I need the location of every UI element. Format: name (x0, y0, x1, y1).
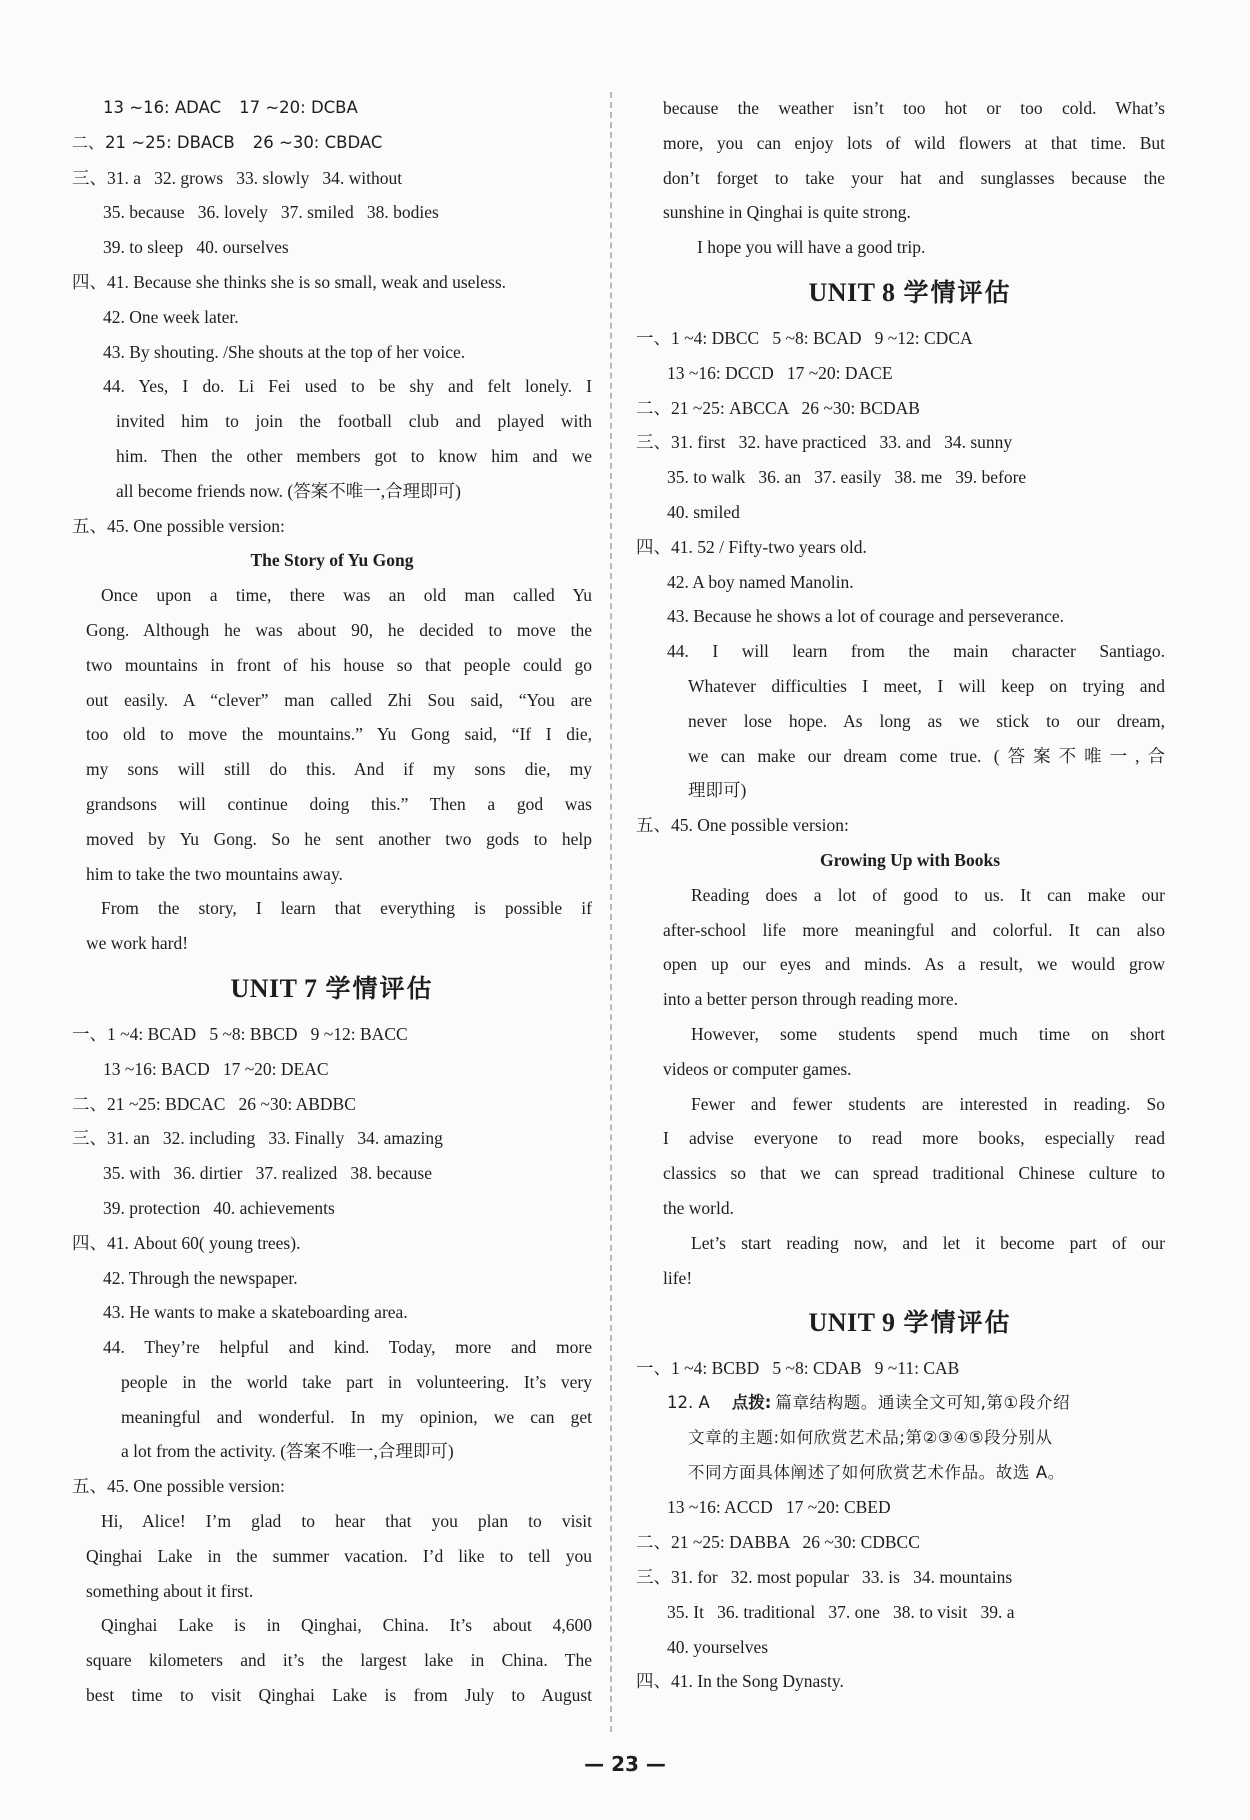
answer-line: 二、21 ~25: DABBA 26 ~30: CDBCC (636, 1532, 920, 1553)
answer-line: we can make our dream come true. (答案不唯一,合 (688, 745, 1165, 766)
essay-line: I hope you will have a good trip. (697, 237, 926, 258)
answer-line: 五、45. One possible version: (72, 1476, 285, 1497)
answer-line: him. Then the other members got to know him and we (116, 445, 592, 466)
essay-title: The Story of Yu Gong (250, 550, 414, 571)
essay-line: I advise everyone to read more books, especially read (663, 1128, 1165, 1149)
answer-line: invited him to join the football club and played with (116, 411, 592, 432)
answer-line: Whatever difficulties I meet, I will keep on trying and (688, 675, 1165, 696)
answer-line: 13 ~16: ACCD 17 ~20: CBED (667, 1497, 891, 1518)
answer-line: 12. A 点拨: 篇章结构题。通读全文可知,第①段介绍 (636, 1386, 1165, 1421)
answer-line: 35. It 36. traditional 37. one 38. to visit 39. a (667, 1601, 1015, 1622)
answer-line: 13 ~16: DCCD 17 ~20: DACE (667, 362, 893, 383)
answer-line: 文章的主题:如何欣赏艺术品;第②③④⑤段分别从 (688, 1427, 1053, 1447)
essay-line: Let’s start reading now, and let it become part of our (691, 1232, 1165, 1253)
essay-line: the world. (663, 1197, 734, 1218)
answer-line: 二、21 ~25: BDCAC 26 ~30: ABDBC (72, 1093, 356, 1114)
answer-line: 四、41. About 60( young trees). (72, 1232, 301, 1253)
answer-line: people in the world take part in volunteering. It’s very (121, 1371, 592, 1392)
answer-line: 43. He wants to make a skateboarding area. (103, 1302, 408, 1323)
answer-line: 四、41. In the Song Dynasty. (636, 1671, 844, 1692)
answer-line: 理即可) (688, 780, 747, 801)
tip-label: 点拨: (731, 1393, 772, 1413)
essay-line: something about it first. (86, 1580, 254, 1601)
answer-line: 四、41. Because she thinks she is so small, weak and useless. (72, 271, 507, 292)
essay-line: life! (663, 1267, 693, 1288)
essay-line: don’t forget to take your hat and sunglasses because the (663, 167, 1165, 188)
essay-line: more, you can enjoy lots of wild flowers at that time. But (663, 132, 1165, 153)
answer-line: never lose hope. As long as we stick to our dream, (688, 710, 1165, 731)
answer-line: 40. smiled (667, 501, 740, 522)
essay-line: However, some students spend much time on short (691, 1023, 1165, 1044)
essay-line: sunshine in Qinghai is quite strong. (663, 202, 911, 223)
answer-line: 13 ~16: ADAC 17 ~20: DCBA (103, 98, 358, 117)
answer-line: 39. protection 40. achievements (103, 1197, 335, 1218)
answer-line: 三、31. an 32. including 33. Finally 34. amazing (72, 1128, 443, 1149)
essay-line: Hi, Alice! I’m glad to hear that you plan to visit (101, 1511, 592, 1532)
answer-line: 一、1 ~4: BCBD 5 ~8: CDAB 9 ~11: CAB (636, 1358, 960, 1379)
essay-line: square kilometers and it’s the largest lake in China. The (86, 1650, 592, 1671)
answer-line: 35. because 36. lovely 37. smiled 38. bodies (103, 202, 439, 223)
answer-line: 42. A boy named Manolin. (667, 571, 854, 592)
answer-line: 39. to sleep 40. ourselves (103, 237, 289, 258)
essay-line: open up our eyes and minds. As a result, we would grow (663, 954, 1165, 975)
answer-line: 三、31. for 32. most popular 33. is 34. mountains (636, 1567, 1013, 1588)
essay-line: best time to visit Qinghai Lake is from July to August (86, 1685, 592, 1706)
essay-line: From the story, I learn that everything is possible if (101, 898, 592, 919)
answer-line: 40. yourselves (667, 1636, 769, 1657)
essay-line: because the weather isn’t too hot or too cold. What’s (663, 98, 1165, 118)
essay-line: into a better person through reading more. (663, 989, 958, 1010)
unit-8-heading: UNIT 8 学情评估 (808, 277, 1012, 307)
answer-line: all become friends now. (答案不唯一,合理即可) (116, 480, 461, 501)
answer-line: 42. One week later. (103, 306, 239, 327)
left-column (72, 91, 592, 1713)
essay-line: Fewer and fewer students are interested in reading. So (691, 1093, 1165, 1114)
essay-line: two mountains in front of his house so that people could go (86, 654, 592, 675)
essay-line: classics so that we can spread traditional Chinese culture to (663, 1163, 1165, 1184)
essay-line: out easily. A “clever” man called Zhi Sou said, “You are (86, 689, 592, 710)
answer-line: 四、41. 52 / Fifty-two years old. (636, 536, 867, 557)
answer-line: 43. Because he shows a lot of courage and perseverance. (667, 606, 1064, 627)
answer-line: 35. to walk 36. an 37. easily 38. me 39. before (667, 467, 1027, 488)
essay-line: Once upon a time, there was an old man called Yu (101, 585, 592, 606)
essay-line: Qinghai Lake is in Qinghai, China. It’s about 4,600 (101, 1615, 592, 1636)
answer-line: 五、45. One possible version: (72, 515, 285, 536)
answer-line: 三、31. a 32. grows 33. slowly 34. without (72, 167, 403, 188)
essay-line: my sons will still do this. And if my sons die, my (86, 759, 592, 780)
unit-9-heading: UNIT 9 学情评估 (808, 1308, 1012, 1338)
essay-line: too old to move the mountains.” Yu Gong said, “If I die, (86, 724, 592, 745)
answer-line: meaningful and wonderful. In my opinion, we can get (121, 1406, 592, 1427)
answer-line: 一、1 ~4: BCAD 5 ~8: BBCD 9 ~12: BACC (72, 1023, 408, 1044)
answer-line: 43. By shouting. /She shouts at the top of her voice. (103, 341, 466, 362)
answer-line: 42. Through the newspaper. (103, 1267, 298, 1288)
answer-line: 三、31. first 32. have practiced 33. and 34. sunny (636, 432, 1013, 453)
essay-title: Growing Up with Books (819, 849, 1001, 870)
essay-line: Gong. Although he was about 90, he decided to move the (86, 619, 592, 640)
essay-line: Qinghai Lake in the summer vacation. I’d like to tell you (86, 1545, 592, 1566)
answer-line: 35. with 36. dirtier 37. realized 38. because (103, 1163, 432, 1184)
answer-line: 44. They’re helpful and kind. Today, more and more (103, 1337, 592, 1358)
answer-line: 一、1 ~4: DBCC 5 ~8: BCAD 9 ~12: CDCA (636, 327, 973, 348)
unit-7-heading: UNIT 7 学情评估 (230, 973, 434, 1003)
answer-line: 13 ~16: BACD 17 ~20: DEAC (103, 1058, 329, 1079)
answer-line: 五、45. One possible version: (636, 815, 849, 836)
answer-line: 二、 21 ~25: DBACB 26 ~30: CBDAC (72, 132, 383, 152)
essay-line: moved by Yu Gong. So he sent another two gods to help (86, 828, 592, 849)
answer-line: 二、21 ~25: ABCCA 26 ~30: BCDAB (636, 397, 920, 418)
page-number: — 23 — (584, 1752, 666, 1776)
essay-line: after-school life more meaningful and colorful. It can also (663, 919, 1165, 940)
essay-line: grandsons will continue doing this.” Then a god was (86, 793, 592, 814)
answer-line: 44. Yes, I do. Li Fei used to be shy and felt lonely. I (103, 376, 592, 397)
answer-line: 44. I will learn from the main character Santiago. (667, 641, 1165, 662)
answer-line: a lot from the activity. (答案不唯一,合理即可) (121, 1441, 454, 1462)
essay-line: we work hard! (86, 933, 189, 954)
right-column (636, 91, 1165, 1699)
essay-line: Reading does a lot of good to us. It can make our (691, 884, 1165, 905)
column-divider (610, 92, 612, 1732)
answer-line: 不同方面具体阐述了如何欣赏艺术作品。故选 A。 (688, 1462, 1065, 1482)
essay-line: him to take the two mountains away. (86, 863, 343, 884)
essay-line: videos or computer games. (663, 1058, 852, 1079)
